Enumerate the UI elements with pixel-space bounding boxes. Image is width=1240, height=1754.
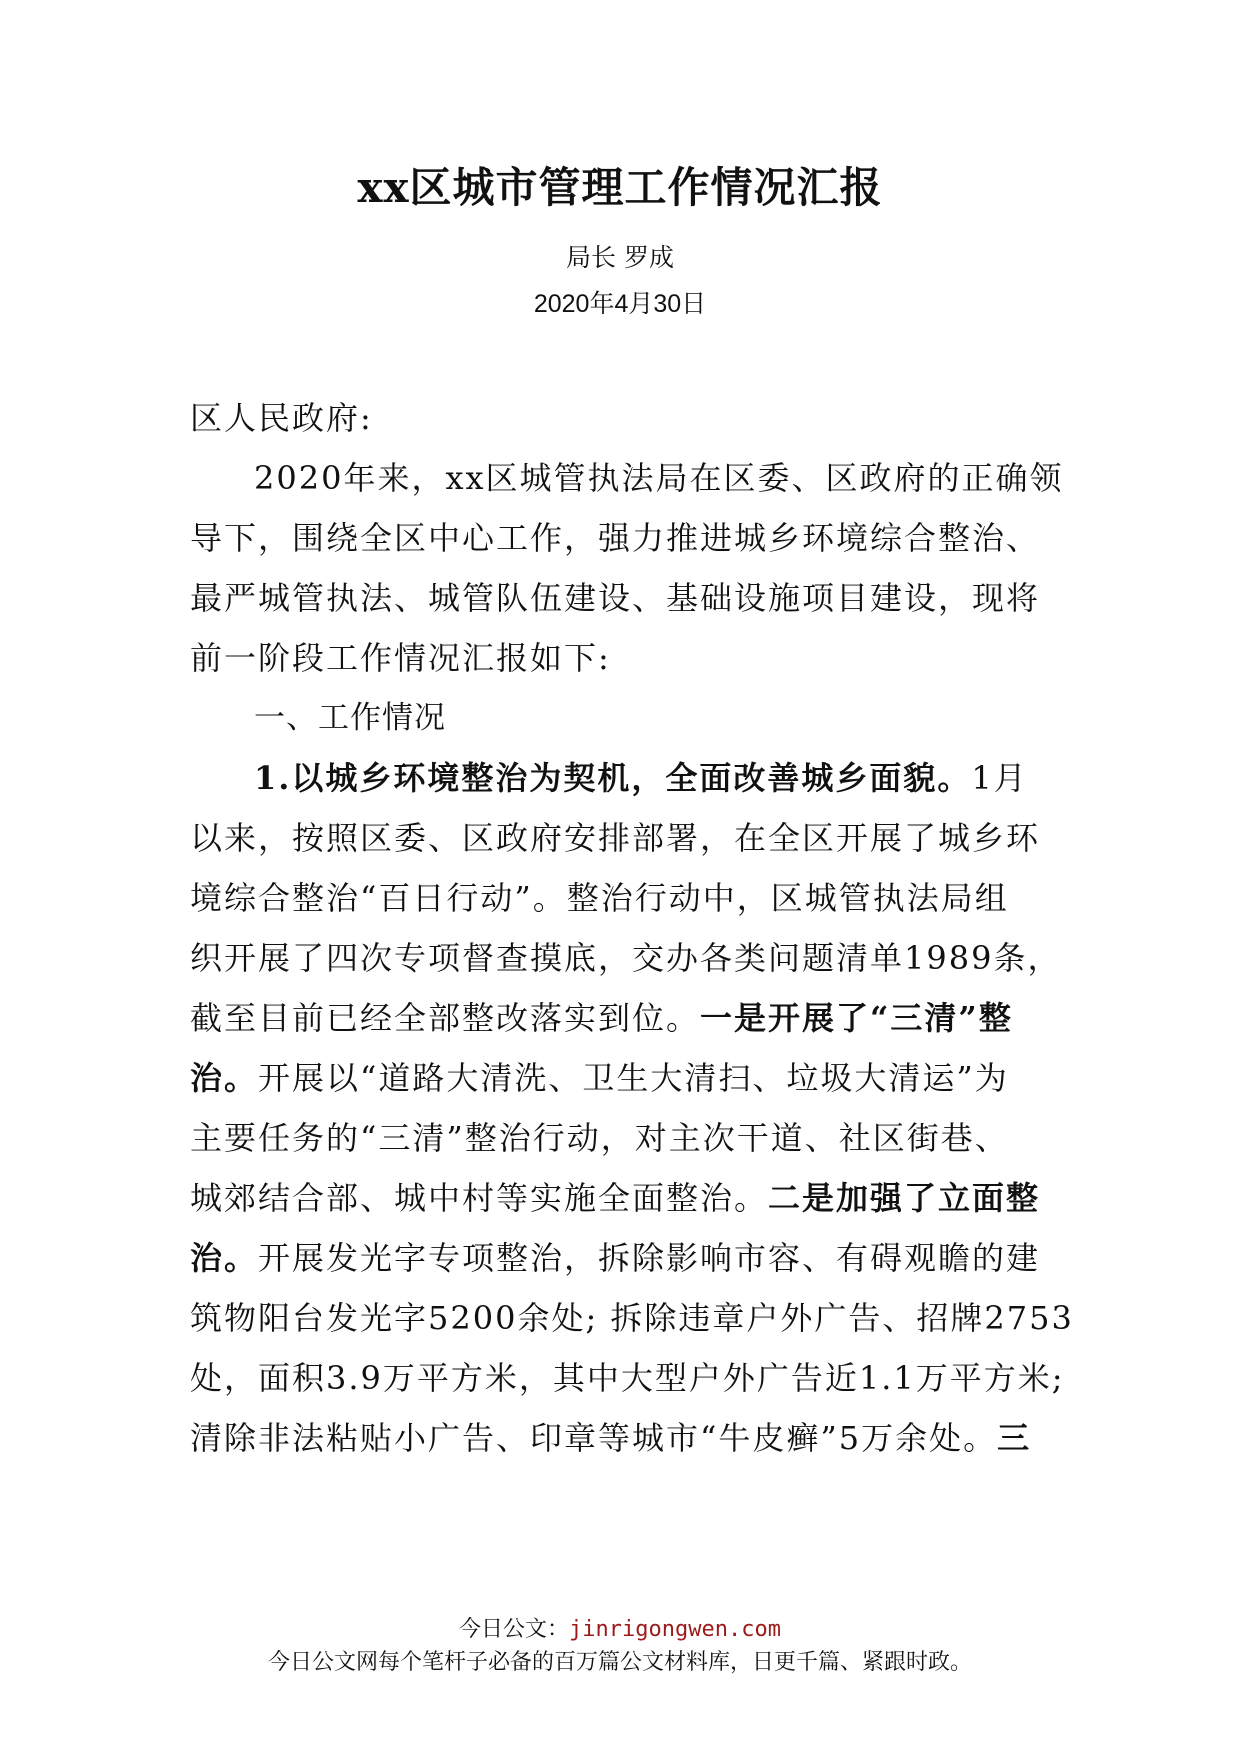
document-body [190, 388, 1074, 1468]
salutation: 区人民政府: [190, 399, 373, 437]
item1-bold: 三 [997, 1419, 1032, 1457]
document-date: 2020年4月30日 [533, 290, 707, 318]
item1-line [190, 1408, 1050, 1468]
item1-bold: 二是加强了立面整 [768, 1179, 1041, 1217]
item1-paragraph [190, 748, 1050, 808]
item1-line: 以来，按照区委、区政府安排部署，在全区开展了城乡环 [190, 819, 1041, 857]
item1-line [190, 988, 1050, 1048]
intro-paragraph-cont [190, 508, 1050, 688]
item1-line [190, 1048, 1050, 1108]
document-title: xx区城市管理工作情况汇报 [357, 163, 883, 212]
intro-line: 最严城管执法、城管队伍建设、基础设施项目建设，现将 [190, 579, 1041, 617]
item1-line: 筑物阳台发光字5200余处; 拆除违章户外广告、招牌2753 [190, 1299, 1074, 1337]
footer-source [0, 1612, 1240, 1643]
item1-line [190, 748, 1050, 808]
item1-text: 城郊结合部、城中村等实施全面整治。 [190, 1179, 769, 1217]
intro-line: 前一阶段工作情况汇报如下: [190, 639, 611, 677]
section-heading: 一、工作情况 [254, 700, 446, 736]
document-author: 局长 罗成 [566, 243, 674, 272]
footer-label: 今日公文： [459, 1617, 570, 1642]
item1-line: 处，面积3.9万平方米，其中大型户外广告近1.1万平方米; [190, 1359, 1065, 1397]
footer-url-link[interactable]: jinrigongwen.com [569, 1617, 781, 1642]
intro-line: 2020年来，xx区城管执法局在区委、区政府的正确领 [254, 459, 1064, 497]
item1-text: 清除非法粘贴小广告、印章等城市“牛皮癣”5万余处。 [190, 1419, 998, 1457]
item1-text: 开展发光字专项整治，拆除影响市容、有碍观瞻的建 [258, 1239, 1041, 1277]
item1-line [190, 1228, 1050, 1288]
intro-line: 导下，围绕全区中心工作，强力推进城乡环境综合整治、 [190, 519, 1041, 557]
item1-paragraph-cont [190, 808, 1074, 1468]
item1-bold-lead: 1.以城乡环境整治为契机，全面改善城乡面貌。 [254, 759, 972, 797]
item1-bold: 治。 [190, 1059, 259, 1097]
item1-line: 主要任务的“三清”整治行动，对主次干道、社区街巷、 [190, 1119, 1009, 1157]
item1-line [190, 1168, 1050, 1228]
item1-tail: 1月 [971, 759, 1028, 797]
intro-paragraph [190, 448, 1064, 508]
item1-text: 截至目前已经全部整改落实到位。 [190, 999, 701, 1037]
item1-line: 境综合整治“百日行动”。整治行动中，区城管执法局组 [190, 879, 1009, 917]
item1-bold: 治。 [190, 1239, 259, 1277]
footer-slogan: 今日公文网每个笔杆子必备的百万篇公文材料库，日更千篇、紧跟时政。 [267, 1650, 972, 1675]
item1-bold: 一是开展了“三清”整 [700, 999, 1013, 1037]
item1-text: 开展以“道路大清洗、卫生大清扫、垃圾大清运”为 [258, 1059, 1009, 1097]
item1-line: 织开展了四次专项督查摸底，交办各类问题清单1989条， [190, 939, 1062, 977]
